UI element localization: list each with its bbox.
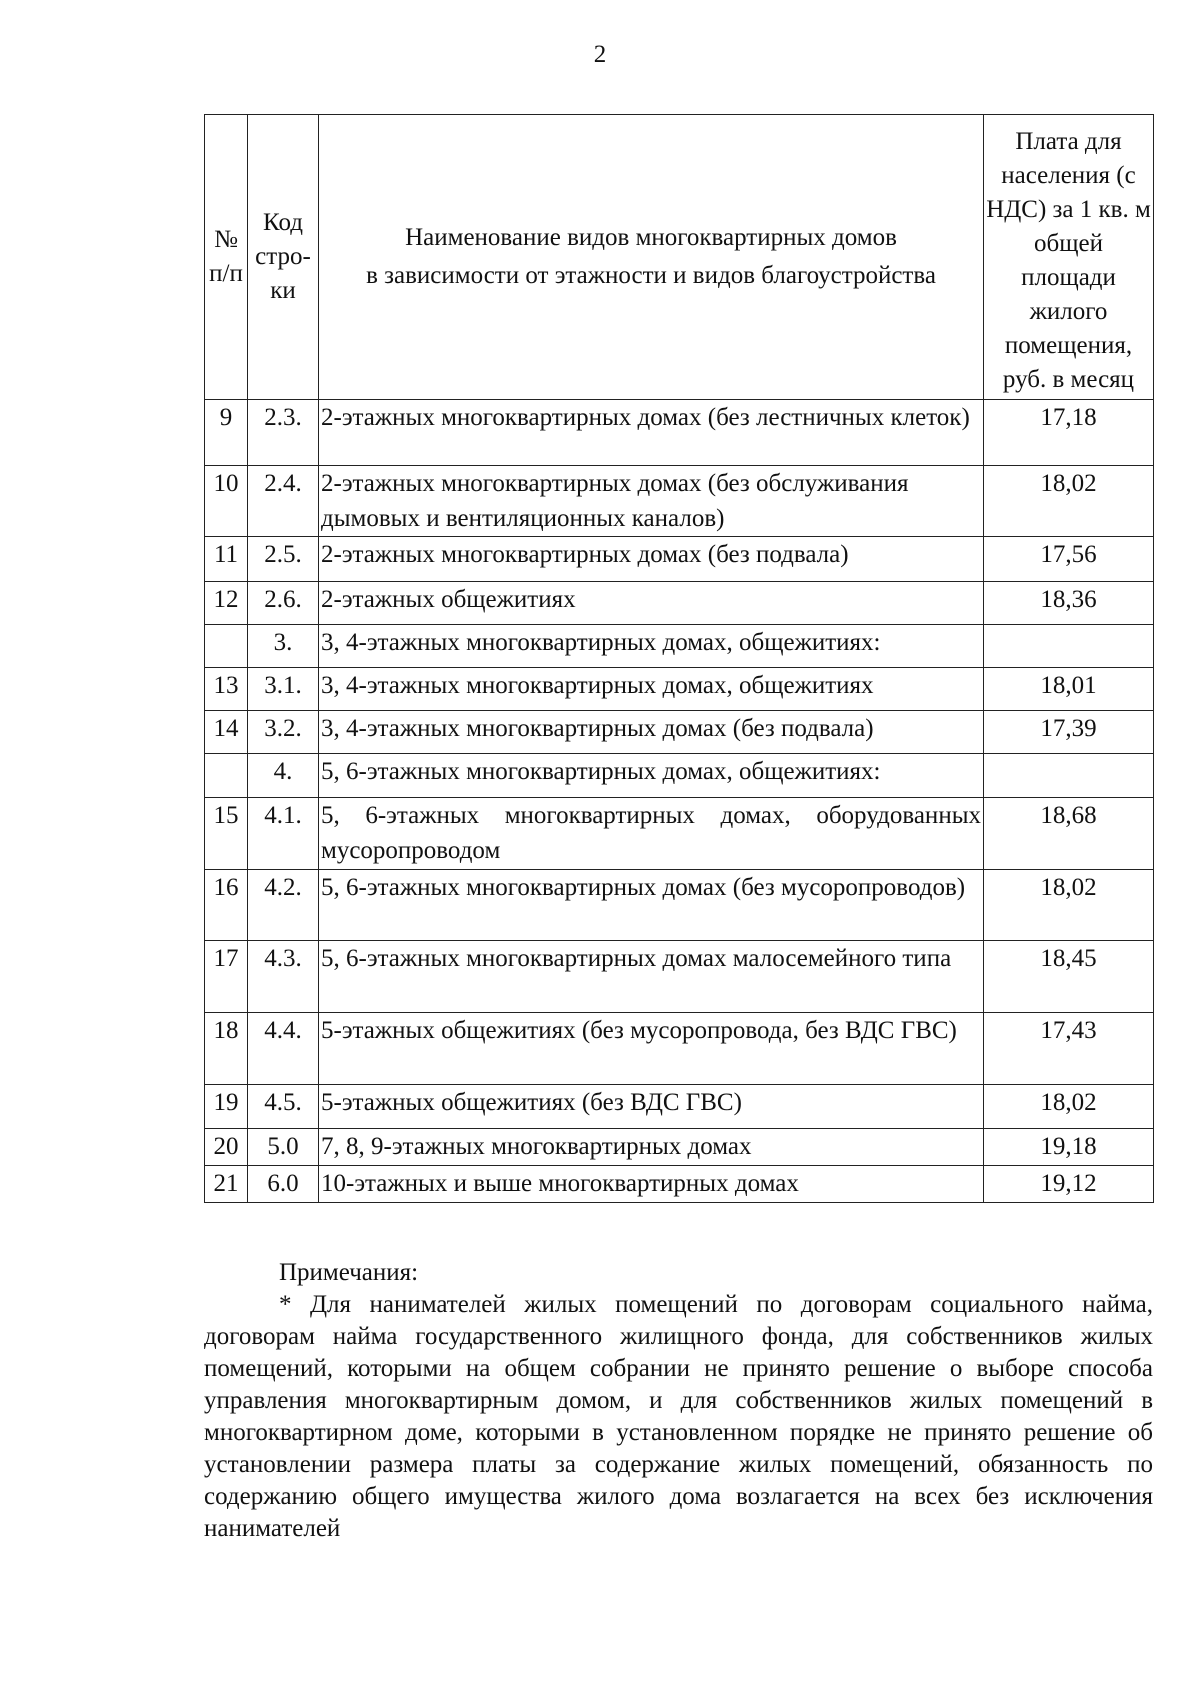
price-value: 17,18 [984,400,1154,466]
house-type: 2-этажных многоквартирных домах (без подвала) [319,537,984,582]
table-row [205,537,1154,582]
line-code: 4.3. [248,941,319,1013]
price-value: 17,56 [984,537,1154,582]
row-number [205,754,248,798]
price-value: 19,12 [984,1166,1154,1203]
row-number [205,625,248,668]
price-value: 17,43 [984,1013,1154,1085]
header-house-type [319,115,984,400]
line-code: 5.0 [248,1129,319,1166]
table-row-section [205,754,1154,798]
line-code: 3.2. [248,711,319,754]
table-row [205,1129,1154,1166]
line-code: 2.5. [248,537,319,582]
row-number: 16 [205,870,248,941]
line-code: 3.1. [248,668,319,711]
table-row [205,1085,1154,1129]
table-row [205,668,1154,711]
price-value: 19,18 [984,1129,1154,1166]
price-value: 18,45 [984,941,1154,1013]
line-code: 2.4. [248,466,319,537]
row-number: 13 [205,668,248,711]
house-type: 10-этажных и выше многоквартирных домах [319,1166,984,1203]
house-type: 5-этажных общежитиях (без мусоропровода, без ВДС ГВС) [319,1013,984,1085]
table-row [205,941,1154,1013]
row-number: 15 [205,798,248,870]
row-number: 14 [205,711,248,754]
price-value [984,754,1154,798]
line-code: 2.3. [248,400,319,466]
house-type: 5, 6-этажных многоквартирных домах, оборудованных мусоропроводом [319,798,984,870]
section-title: 5, 6-этажных многоквартирных домах, общежитиях: [319,754,984,798]
row-number: 12 [205,582,248,625]
line-code: 4.2. [248,870,319,941]
house-type: 5, 6-этажных многоквартирных домах малосемейного типа [319,941,984,1013]
house-type: 3, 4-этажных многоквартирных домах, общежитиях [319,668,984,711]
house-type: 7, 8, 9-этажных многоквартирных домах [319,1129,984,1166]
table-row [205,798,1154,870]
price-value: 18,02 [984,466,1154,537]
price-value: 18,68 [984,798,1154,870]
row-number: 17 [205,941,248,1013]
house-type: 2-этажных многоквартирных домах (без обслуживания дымовых и вентиляционных каналов) [319,466,984,537]
line-code: 4.1. [248,798,319,870]
line-code: 4. [248,754,319,798]
line-code: 4.5. [248,1085,319,1129]
page-number: 2 [593,41,607,68]
table-row-section [205,625,1154,668]
house-type: 2-этажных многоквартирных домах (без лестничных клеток) [319,400,984,466]
table-row [205,1013,1154,1085]
line-code: 6.0 [248,1166,319,1203]
row-number: 21 [205,1166,248,1203]
row-number: 19 [205,1085,248,1129]
house-type: 3, 4-этажных многоквартирных домах (без подвала) [319,711,984,754]
header-house-type-line1: Наименование видов многоквартирных домов [405,224,897,251]
price-value: 18,02 [984,1085,1154,1129]
line-code: 4.4. [248,1013,319,1085]
header-price: Плата для населения (с НДС) за 1 кв. м общей площади жилого помещения, руб. в месяц [984,115,1154,400]
section-title: 3, 4-этажных многоквартирных домах, общежитиях: [319,625,984,668]
header-line-code: Код стро-ки [248,115,319,400]
notes-text: * Для нанимателей жилых помещений по договорам социального найма, договорам найма государственного жилищного фонда, для собственников жилых помещений, которыми на общем собрании не принято решение о выборе способа управления многоквартирным домом, и для собственников жилых помещений в многоквартирном доме, которыми в установленном порядке не принято решение об установлении размера платы за содержание жилых помещений, обязанность по содержанию общего имущества жилого дома возлагается на всех без исключения нанимателей [204,1291,1153,1542]
line-code: 2.6. [248,582,319,625]
house-type: 5-этажных общежитиях (без ВДС ГВС) [319,1085,984,1129]
table-row [205,711,1154,754]
row-number: 20 [205,1129,248,1166]
table-row [205,1166,1154,1203]
table-header-row [205,115,1154,400]
table-row [205,582,1154,625]
table-row [205,400,1154,466]
table-row [205,466,1154,537]
price-value: 17,39 [984,711,1154,754]
row-number: 11 [205,537,248,582]
price-value [984,625,1154,668]
header-row-number: № п/п [205,115,248,400]
line-code: 3. [248,625,319,668]
price-value: 18,36 [984,582,1154,625]
row-number: 10 [205,466,248,537]
row-number: 18 [205,1013,248,1085]
house-type: 5, 6-этажных многоквартирных домах (без мусоропроводов) [319,870,984,941]
price-value: 18,02 [984,870,1154,941]
table-row [205,870,1154,941]
price-value: 18,01 [984,668,1154,711]
header-house-type-line2: в зависимости от этажности и видов благоустройства [366,262,936,289]
house-type: 2-этажных общежитиях [319,582,984,625]
tariff-table [204,114,1154,1203]
row-number: 9 [205,400,248,466]
notes-title: Примечания: [279,1259,419,1286]
